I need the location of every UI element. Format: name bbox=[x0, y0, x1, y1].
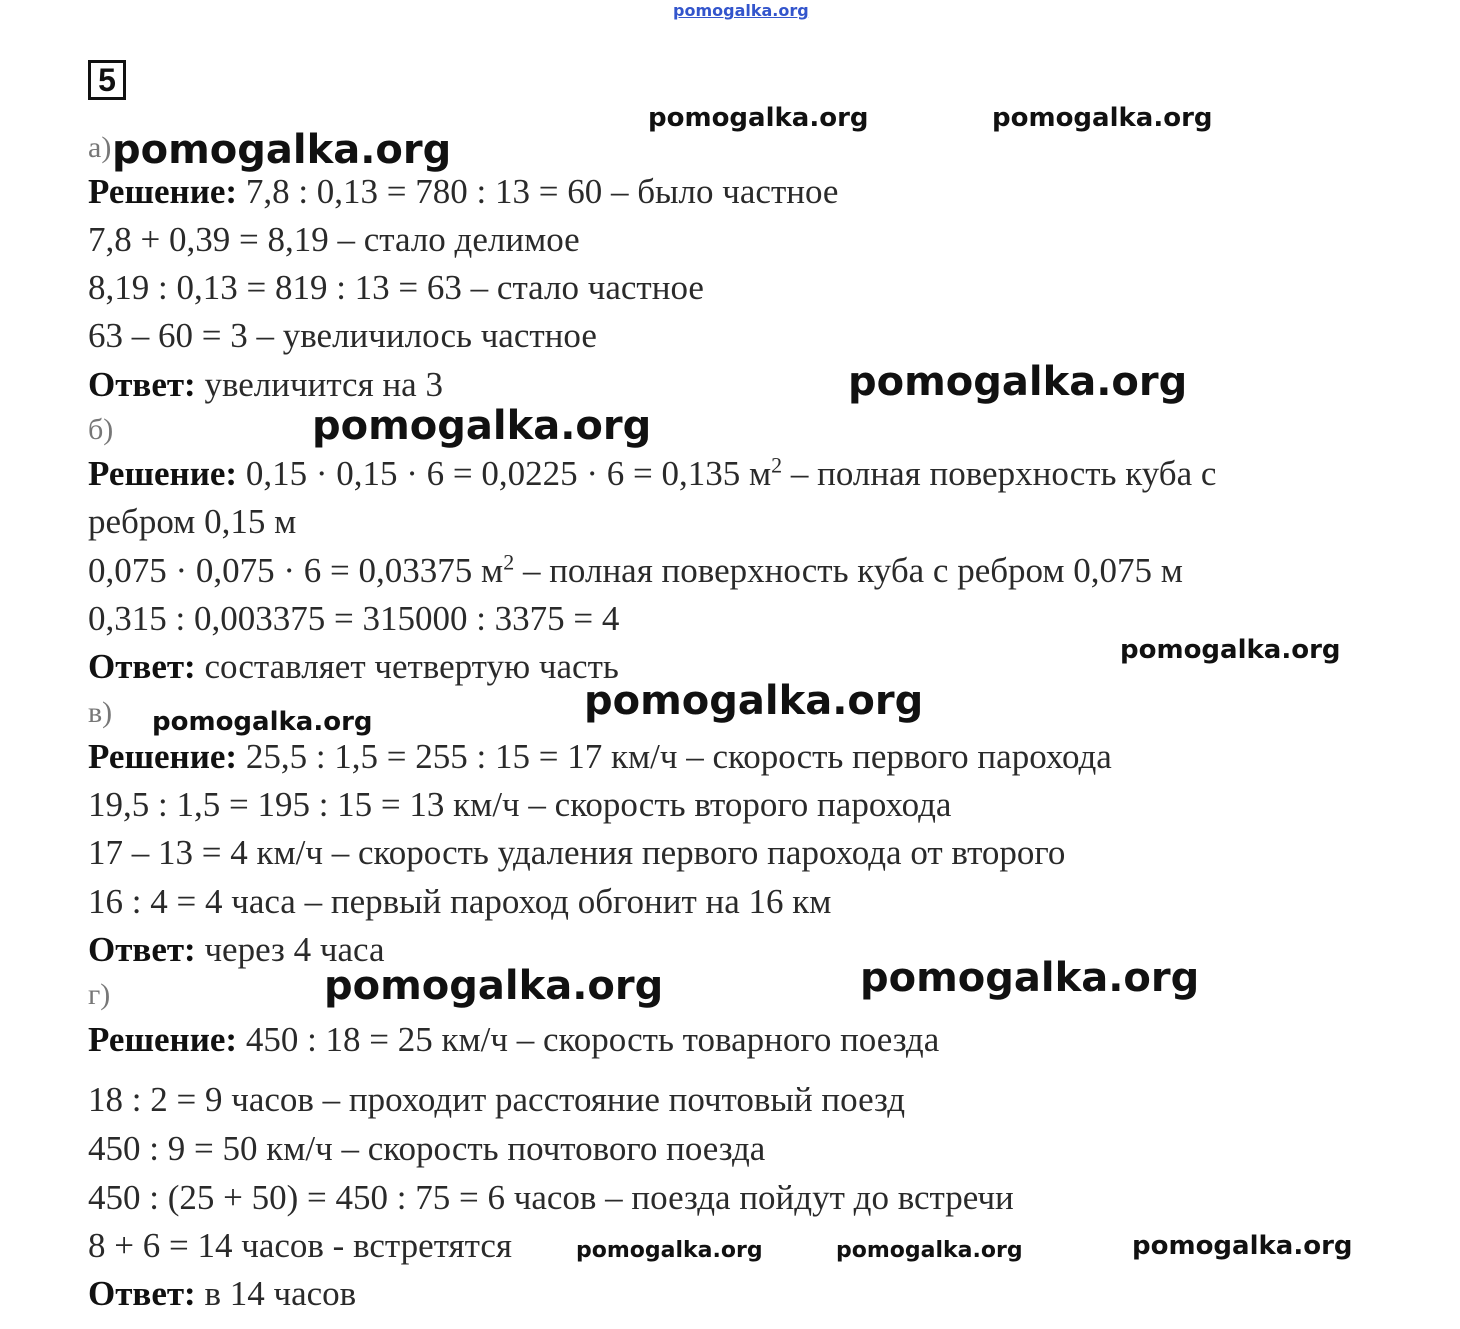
line-text: 25,5 : 1,5 = 255 : 15 = 17 км/ч – скорость первого парохода bbox=[237, 737, 1112, 776]
part-c-line-3: 17 – 13 = 4 км/ч – скорость удаления первого парохода от второго bbox=[88, 833, 1066, 872]
part-a-line-3: 8,19 : 0,13 = 819 : 13 = 63 – стало частное bbox=[88, 268, 704, 307]
part-d-line-2: 18 : 2 = 9 часов – проходит расстояние почтовый поезд bbox=[88, 1080, 906, 1119]
watermark: pomogalka.org bbox=[584, 678, 924, 724]
part-a-line-1 bbox=[88, 172, 838, 212]
line-tail: – полная поверхность куба с ребром 0,075 м bbox=[514, 551, 1183, 590]
part-b-letter: б) bbox=[88, 413, 114, 446]
problem-number: 5 bbox=[88, 60, 126, 100]
line-text: 0,15 · 0,15 · 6 = 0,0225 · 6 = 0,135 м bbox=[237, 454, 772, 493]
line-text: 450 : 18 = 25 км/ч – скорость товарного поезда bbox=[237, 1020, 940, 1059]
watermark: pomogalka.org bbox=[648, 103, 869, 133]
part-d-line-5: 8 + 6 = 14 часов - встретятся bbox=[88, 1226, 512, 1265]
answer-label: Ответ: bbox=[88, 1274, 196, 1313]
part-c-line-2: 19,5 : 1,5 = 195 : 15 = 13 км/ч – скорость второго парохода bbox=[88, 785, 952, 824]
watermark: pomogalka.org bbox=[324, 963, 664, 1009]
part-b-line-3 bbox=[88, 551, 1183, 591]
answer-label: Ответ: bbox=[88, 647, 196, 686]
line-tail: – полная поверхность куба с bbox=[782, 454, 1217, 493]
superscript: 2 bbox=[503, 549, 515, 575]
top-watermark-link[interactable]: pomogalka.org bbox=[673, 1, 809, 20]
solution-label: Решение: bbox=[88, 172, 238, 211]
answer-label: Ответ: bbox=[88, 930, 196, 969]
watermark: pomogalka.org bbox=[860, 955, 1200, 1001]
watermark: pomogalka.org bbox=[848, 359, 1188, 405]
watermark: pomogalka.org bbox=[576, 1238, 763, 1263]
part-b-line-4: 0,315 : 0,003375 = 315000 : 3375 = 4 bbox=[88, 599, 620, 638]
part-b-answer bbox=[88, 647, 619, 687]
solution-label: Решение: bbox=[88, 454, 238, 493]
watermark: pomogalka.org bbox=[112, 127, 452, 173]
superscript: 2 bbox=[771, 452, 783, 478]
watermark: pomogalka.org bbox=[836, 1238, 1023, 1263]
watermark: pomogalka.org bbox=[152, 707, 373, 737]
part-d-answer bbox=[88, 1274, 356, 1314]
answer-label: Ответ: bbox=[88, 365, 196, 404]
watermark: pomogalka.org bbox=[312, 403, 652, 449]
part-d-line-4: 450 : (25 + 50) = 450 : 75 = 6 часов – поезда пойдут до встречи bbox=[88, 1178, 1014, 1217]
part-b-line-1 bbox=[88, 454, 1216, 494]
answer-text: через 4 часа bbox=[195, 930, 385, 969]
part-a-answer bbox=[88, 365, 443, 405]
solution-label: Решение: bbox=[88, 1020, 238, 1059]
answer-text: составляет четвертую часть bbox=[195, 647, 619, 686]
part-d-line-3: 450 : 9 = 50 км/ч – скорость почтового поезда bbox=[88, 1129, 766, 1168]
part-c-letter: в) bbox=[88, 696, 113, 729]
part-c-line-1 bbox=[88, 737, 1112, 777]
solution-label: Решение: bbox=[88, 737, 238, 776]
watermark: pomogalka.org bbox=[1120, 635, 1341, 665]
answer-text: в 14 часов bbox=[195, 1274, 357, 1313]
line-text: 0,075 · 0,075 · 6 = 0,03375 м bbox=[88, 551, 504, 590]
part-a-line-4: 63 – 60 = 3 – увеличилось частное bbox=[88, 316, 597, 355]
part-d-letter: г) bbox=[88, 978, 111, 1011]
part-a-line-2: 7,8 + 0,39 = 8,19 – стало делимое bbox=[88, 220, 580, 259]
part-c-line-4: 16 : 4 = 4 часа – первый пароход обгонит на 16 км bbox=[88, 882, 832, 921]
part-d-line-1 bbox=[88, 1020, 939, 1060]
watermark: pomogalka.org bbox=[1132, 1231, 1353, 1261]
line-text: 7,8 : 0,13 = 780 : 13 = 60 – было частное bbox=[237, 172, 839, 211]
watermark: pomogalka.org bbox=[992, 103, 1213, 133]
answer-text: увеличится на 3 bbox=[195, 365, 443, 404]
part-b-line-2: ребром 0,15 м bbox=[88, 502, 297, 541]
part-a-letter: а) bbox=[88, 131, 112, 164]
